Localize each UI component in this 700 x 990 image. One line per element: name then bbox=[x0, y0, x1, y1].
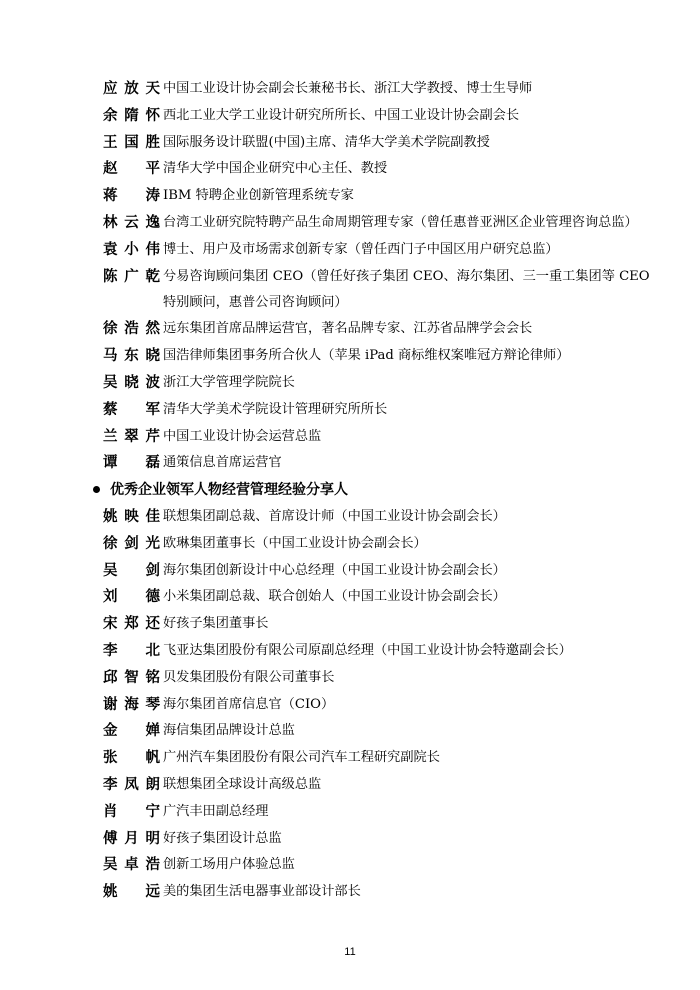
person-name: 徐浩然 bbox=[103, 321, 160, 338]
list-item bbox=[103, 772, 663, 799]
person-name: 张帆 bbox=[103, 750, 160, 767]
person-title bbox=[160, 638, 572, 665]
person-title bbox=[160, 424, 321, 451]
list-item bbox=[103, 183, 663, 210]
list-item bbox=[103, 638, 663, 665]
list-item bbox=[103, 103, 663, 130]
person-name: 马东晓 bbox=[103, 348, 160, 365]
list-item bbox=[103, 826, 663, 853]
person-name: 徐剑光 bbox=[103, 535, 160, 552]
person-title bbox=[160, 584, 506, 611]
person-name: 兰翠芹 bbox=[103, 428, 160, 445]
person-title bbox=[160, 558, 506, 585]
person-name: 邱智铭 bbox=[103, 669, 160, 686]
leader-group bbox=[103, 504, 663, 906]
person-title bbox=[160, 264, 650, 317]
person-name: 傅月明 bbox=[103, 830, 160, 847]
person-title bbox=[160, 799, 269, 826]
person-title bbox=[160, 183, 354, 210]
person-title bbox=[160, 745, 440, 772]
person-title bbox=[160, 343, 569, 370]
list-item bbox=[103, 665, 663, 692]
person-name: 李北 bbox=[103, 642, 160, 659]
bullet-icon bbox=[93, 486, 100, 493]
person-name: 赵平 bbox=[103, 161, 160, 178]
person-title-line: 清华大学中国企业研究中心主任、教授 bbox=[163, 161, 388, 177]
list-item bbox=[103, 316, 663, 343]
person-title bbox=[160, 103, 519, 130]
page-number: 11 bbox=[344, 946, 356, 958]
section-title: 优秀企业领军人物经营管理经验分享人 bbox=[110, 482, 348, 499]
person-title-line: 海尔集团创新设计中心总经理（中国工业设计协会副会长） bbox=[163, 562, 506, 578]
person-name: 王国胜 bbox=[103, 134, 160, 151]
person-name: 金婵 bbox=[103, 723, 160, 740]
list-item bbox=[103, 156, 663, 183]
person-title bbox=[160, 210, 638, 237]
person-name: 蔡军 bbox=[103, 401, 160, 418]
list-item bbox=[103, 531, 663, 558]
person-title-line: 通策信息首席运营官 bbox=[163, 455, 282, 471]
list-item bbox=[103, 397, 663, 424]
list-item bbox=[103, 370, 663, 397]
person-name: 余隋怀 bbox=[103, 107, 160, 124]
list-item bbox=[103, 450, 663, 477]
person-title bbox=[160, 772, 321, 799]
person-title-line: 欧琳集团董事长（中国工业设计协会副会长） bbox=[163, 535, 427, 551]
list-item bbox=[103, 584, 663, 611]
list-item bbox=[103, 210, 663, 237]
person-name: 吴晓波 bbox=[103, 374, 160, 391]
expert-group bbox=[103, 76, 663, 477]
person-name: 姚远 bbox=[103, 884, 160, 901]
person-title-line: 中国工业设计协会副会长兼秘书长、浙江大学教授、博士生导师 bbox=[163, 81, 533, 96]
person-title-line: IBM 特聘企业创新管理系统专家 bbox=[163, 188, 354, 204]
person-title-line: 国浩律师集团事务所合伙人（苹果 iPad 商标维权案唯冠方辩论律师） bbox=[163, 348, 570, 364]
person-title-line: 海尔集团首席信息官（CIO） bbox=[163, 696, 335, 712]
person-title-line: 好孩子集团设计总监 bbox=[163, 830, 282, 846]
list-item bbox=[103, 745, 663, 772]
section-heading bbox=[93, 477, 663, 504]
person-name: 肖宁 bbox=[103, 803, 160, 820]
person-title bbox=[160, 156, 387, 183]
person-title-line: 贝发集团股份有限公司董事长 bbox=[163, 669, 335, 685]
person-title bbox=[160, 504, 506, 531]
list-item bbox=[103, 264, 663, 317]
speaker-list bbox=[103, 76, 663, 906]
person-title bbox=[160, 237, 559, 264]
person-title bbox=[160, 879, 361, 906]
person-name: 李凤朗 bbox=[103, 776, 160, 793]
person-title bbox=[160, 718, 295, 745]
person-title-line: 国际服务设计联盟(中国)主席、清华大学美术学院副教授 bbox=[163, 134, 490, 150]
person-title bbox=[160, 450, 282, 477]
list-item bbox=[103, 558, 663, 585]
person-name: 宋郑还 bbox=[103, 616, 160, 633]
list-item bbox=[103, 692, 663, 719]
person-title bbox=[160, 692, 334, 719]
list-item bbox=[103, 718, 663, 745]
person-title-line: 特别顾问，惠普公司咨询顾问） bbox=[163, 295, 348, 311]
person-title bbox=[160, 826, 282, 853]
person-title-line: 台湾工业研究院特聘产品生命周期管理专家（曾任惠普亚洲区企业管理咨询总监） bbox=[163, 214, 638, 230]
person-name: 吴卓浩 bbox=[103, 857, 160, 874]
person-name: 陈广乾 bbox=[103, 268, 160, 285]
person-title bbox=[160, 852, 295, 879]
list-item bbox=[103, 611, 663, 638]
list-item bbox=[103, 879, 663, 906]
person-name: 刘德 bbox=[103, 589, 160, 606]
list-item bbox=[103, 799, 663, 826]
list-item bbox=[103, 237, 663, 264]
person-title-line: 远东集团首席品牌运营官，著名品牌专家、江苏省品牌学会会长 bbox=[163, 321, 533, 337]
person-title-line: 海信集团品牌设计总监 bbox=[163, 723, 295, 739]
person-title-line: 联想集团副总裁、首席设计师（中国工业设计协会副会长） bbox=[163, 508, 506, 524]
list-item bbox=[103, 343, 663, 370]
list-item bbox=[103, 852, 663, 879]
person-title bbox=[160, 665, 334, 692]
person-title-line: 浙江大学管理学院院长 bbox=[163, 374, 295, 390]
person-title-line: 飞亚达集团股份有限公司原副总经理（中国工业设计协会特邀副会长） bbox=[163, 642, 572, 658]
person-title-line: 广州汽车集团股份有限公司汽车工程研究副院长 bbox=[163, 750, 440, 766]
list-item bbox=[103, 504, 663, 531]
person-title-line: 兮易咨询顾问集团 CEO（曾任好孩子集团 CEO、海尔集团、三一重工集团等 CEO bbox=[163, 268, 650, 284]
person-title bbox=[160, 130, 490, 157]
person-name: 蒋涛 bbox=[103, 188, 160, 205]
list-item bbox=[103, 76, 663, 103]
person-title bbox=[160, 370, 295, 397]
person-name: 应放天 bbox=[103, 81, 160, 97]
person-name: 袁小伟 bbox=[103, 241, 160, 258]
person-name: 姚映佳 bbox=[103, 508, 160, 525]
list-item bbox=[103, 130, 663, 157]
person-title-line: 好孩子集团董事长 bbox=[163, 616, 269, 632]
person-title-line: 创新工场用户体验总监 bbox=[163, 857, 295, 873]
person-name: 吴剑 bbox=[103, 562, 160, 579]
person-title bbox=[160, 397, 387, 424]
person-title-line: 中国工业设计协会运营总监 bbox=[163, 428, 322, 444]
person-name: 谭磊 bbox=[103, 455, 160, 472]
person-title-line: 小米集团副总裁、联合创始人（中国工业设计协会副会长） bbox=[163, 589, 506, 605]
person-title-line: 广汽丰田副总经理 bbox=[163, 803, 269, 819]
person-title bbox=[160, 76, 532, 103]
person-title-line: 西北工业大学工业设计研究所所长、中国工业设计协会副会长 bbox=[163, 107, 520, 123]
person-title bbox=[160, 611, 269, 638]
person-name: 谢海琴 bbox=[103, 696, 160, 713]
person-title-line: 清华大学美术学院设计管理研究所所长 bbox=[163, 401, 388, 417]
list-item bbox=[103, 424, 663, 451]
person-title-line: 美的集团生活电器事业部设计部长 bbox=[163, 884, 361, 900]
person-title bbox=[160, 531, 427, 558]
person-title-line: 联想集团全球设计高级总监 bbox=[163, 776, 322, 792]
person-name: 林云逸 bbox=[103, 214, 160, 231]
person-title-line: 博士、用户及市场需求创新专家（曾任西门子中国区用户研究总监） bbox=[163, 241, 559, 257]
person-title bbox=[160, 316, 532, 343]
